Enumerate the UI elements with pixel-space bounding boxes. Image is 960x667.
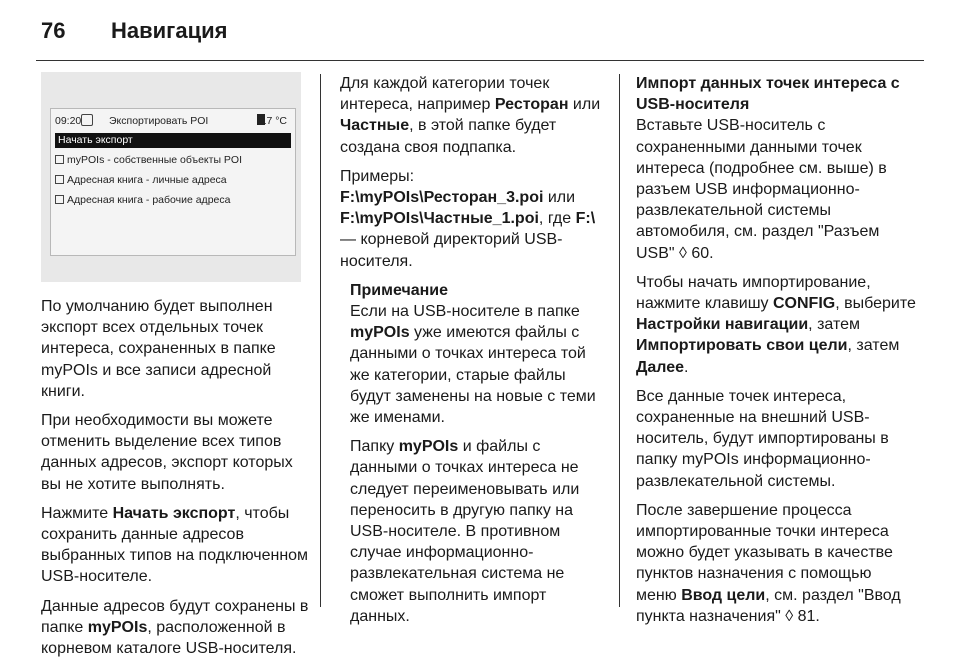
- paragraph: Чтобы начать импортирование, нажмите клавишу CONFIG, выберите Настройки навигации, затем Импортировать свои цели, затем Далее.: [636, 273, 916, 376]
- menu-item-personal-addresses[interactable]: [55, 173, 291, 188]
- note-title: Примечание: [350, 281, 449, 299]
- column-divider-1: [320, 74, 321, 607]
- menu-item-label: Адресная книга - рабочие адреса: [67, 194, 231, 206]
- section-heading: Импорт данных точек интереса с USB-носителя: [636, 75, 900, 114]
- screen-illustration: [41, 72, 301, 282]
- menu-item-label: Адресная книга - личные адреса: [67, 174, 227, 186]
- paragraph: По умолчанию будет выполнен экспорт всех отдельных точек интереса, сохраненных в папке myPOIs и все записи адресной книги.: [41, 298, 276, 400]
- menu-item-work-addresses[interactable]: [55, 193, 291, 208]
- menu-item-start-export[interactable]: [55, 133, 291, 148]
- paragraph: При необходимости вы можете отменить выделение всех типов данных адресов, экспорт которых вы не хотите выполнять.: [41, 412, 293, 493]
- page-header: [41, 18, 227, 44]
- screen-mode-icon: [81, 114, 93, 126]
- screen-time: 09:20: [55, 115, 82, 127]
- paragraph: Нажмите Начать экспорт, чтобы сохранить данные адресов выбранных типов на подключенном USB-носителе.: [41, 504, 309, 586]
- screen-title: Экспортировать POI: [109, 115, 209, 127]
- checkbox-icon: [55, 155, 64, 164]
- checkbox-icon: [55, 175, 64, 184]
- paragraph: Данные адресов будут сохранены в папке myPOIs, расположенной в корневом каталоге USB-носителя.: [41, 597, 309, 658]
- paragraph: После завершение процесса импортированные точки интереса можно будет указывать в качестве пунктов назначения с помощью меню Ввод цели, см. раздел "Ввод пункта назначения" ◊ 81.: [636, 501, 901, 625]
- screen-status-bar: [51, 111, 295, 129]
- menu-item-label: myPOIs - собственные объекты POI: [67, 154, 243, 166]
- header-rule: [36, 60, 924, 61]
- screen-temperature: 17 °C: [260, 115, 287, 127]
- examples-paragraph: Примеры: F:\myPOIs\Ресторан_3.poi или F:\myPOIs\Частные_1.poi, где F:\ — корневой директорий USB-носителя.: [340, 167, 596, 270]
- menu-item-mypois[interactable]: [55, 153, 291, 168]
- paragraph: Вставьте USB-носитель с сохраненными данными точек интереса (подробнее см. выше) в разъем USB информационно-развлекательной системы автомобиля, см. раздел "Разъем USB" ◊ 60.: [636, 117, 887, 262]
- checkbox-icon: [55, 195, 64, 204]
- column-1: [41, 296, 311, 667]
- infotainment-screen: [50, 108, 296, 256]
- page-title: Навигация: [111, 18, 228, 43]
- note-block: [340, 280, 606, 627]
- note-paragraph: Если на USB-носителе в папке myPOIs уже имеются файлы с данными о точках интереса той же категории, старые файлы будут заменены на новые с теми же именами.: [350, 303, 596, 427]
- column-3: [636, 73, 916, 635]
- term-mypois: myPOIs: [87, 618, 148, 636]
- paragraph: Для каждой категории точек интереса, например Ресторан или Частные, в этой папке будет создана своя подпапка.: [340, 75, 601, 156]
- column-2: [340, 73, 606, 635]
- paragraph: Все данные точек интереса, сохраненные на внешний USB-носитель, будут импортированы в папку myPOIs информационно-развлекательной системы.: [636, 387, 889, 490]
- term-start-export: Начать экспорт: [112, 504, 236, 522]
- column-divider-2: [619, 74, 620, 607]
- menu-item-label: Начать экспорт: [58, 134, 133, 146]
- page-number: 76: [41, 18, 66, 43]
- note-paragraph: Папку myPOIs и файлы с данными о точках интереса не следует переименовывать или переносить в другую папку на USB-носителе. В противном случае информационно-развлекательная система не сможет выполнить импорт данных.: [350, 438, 580, 625]
